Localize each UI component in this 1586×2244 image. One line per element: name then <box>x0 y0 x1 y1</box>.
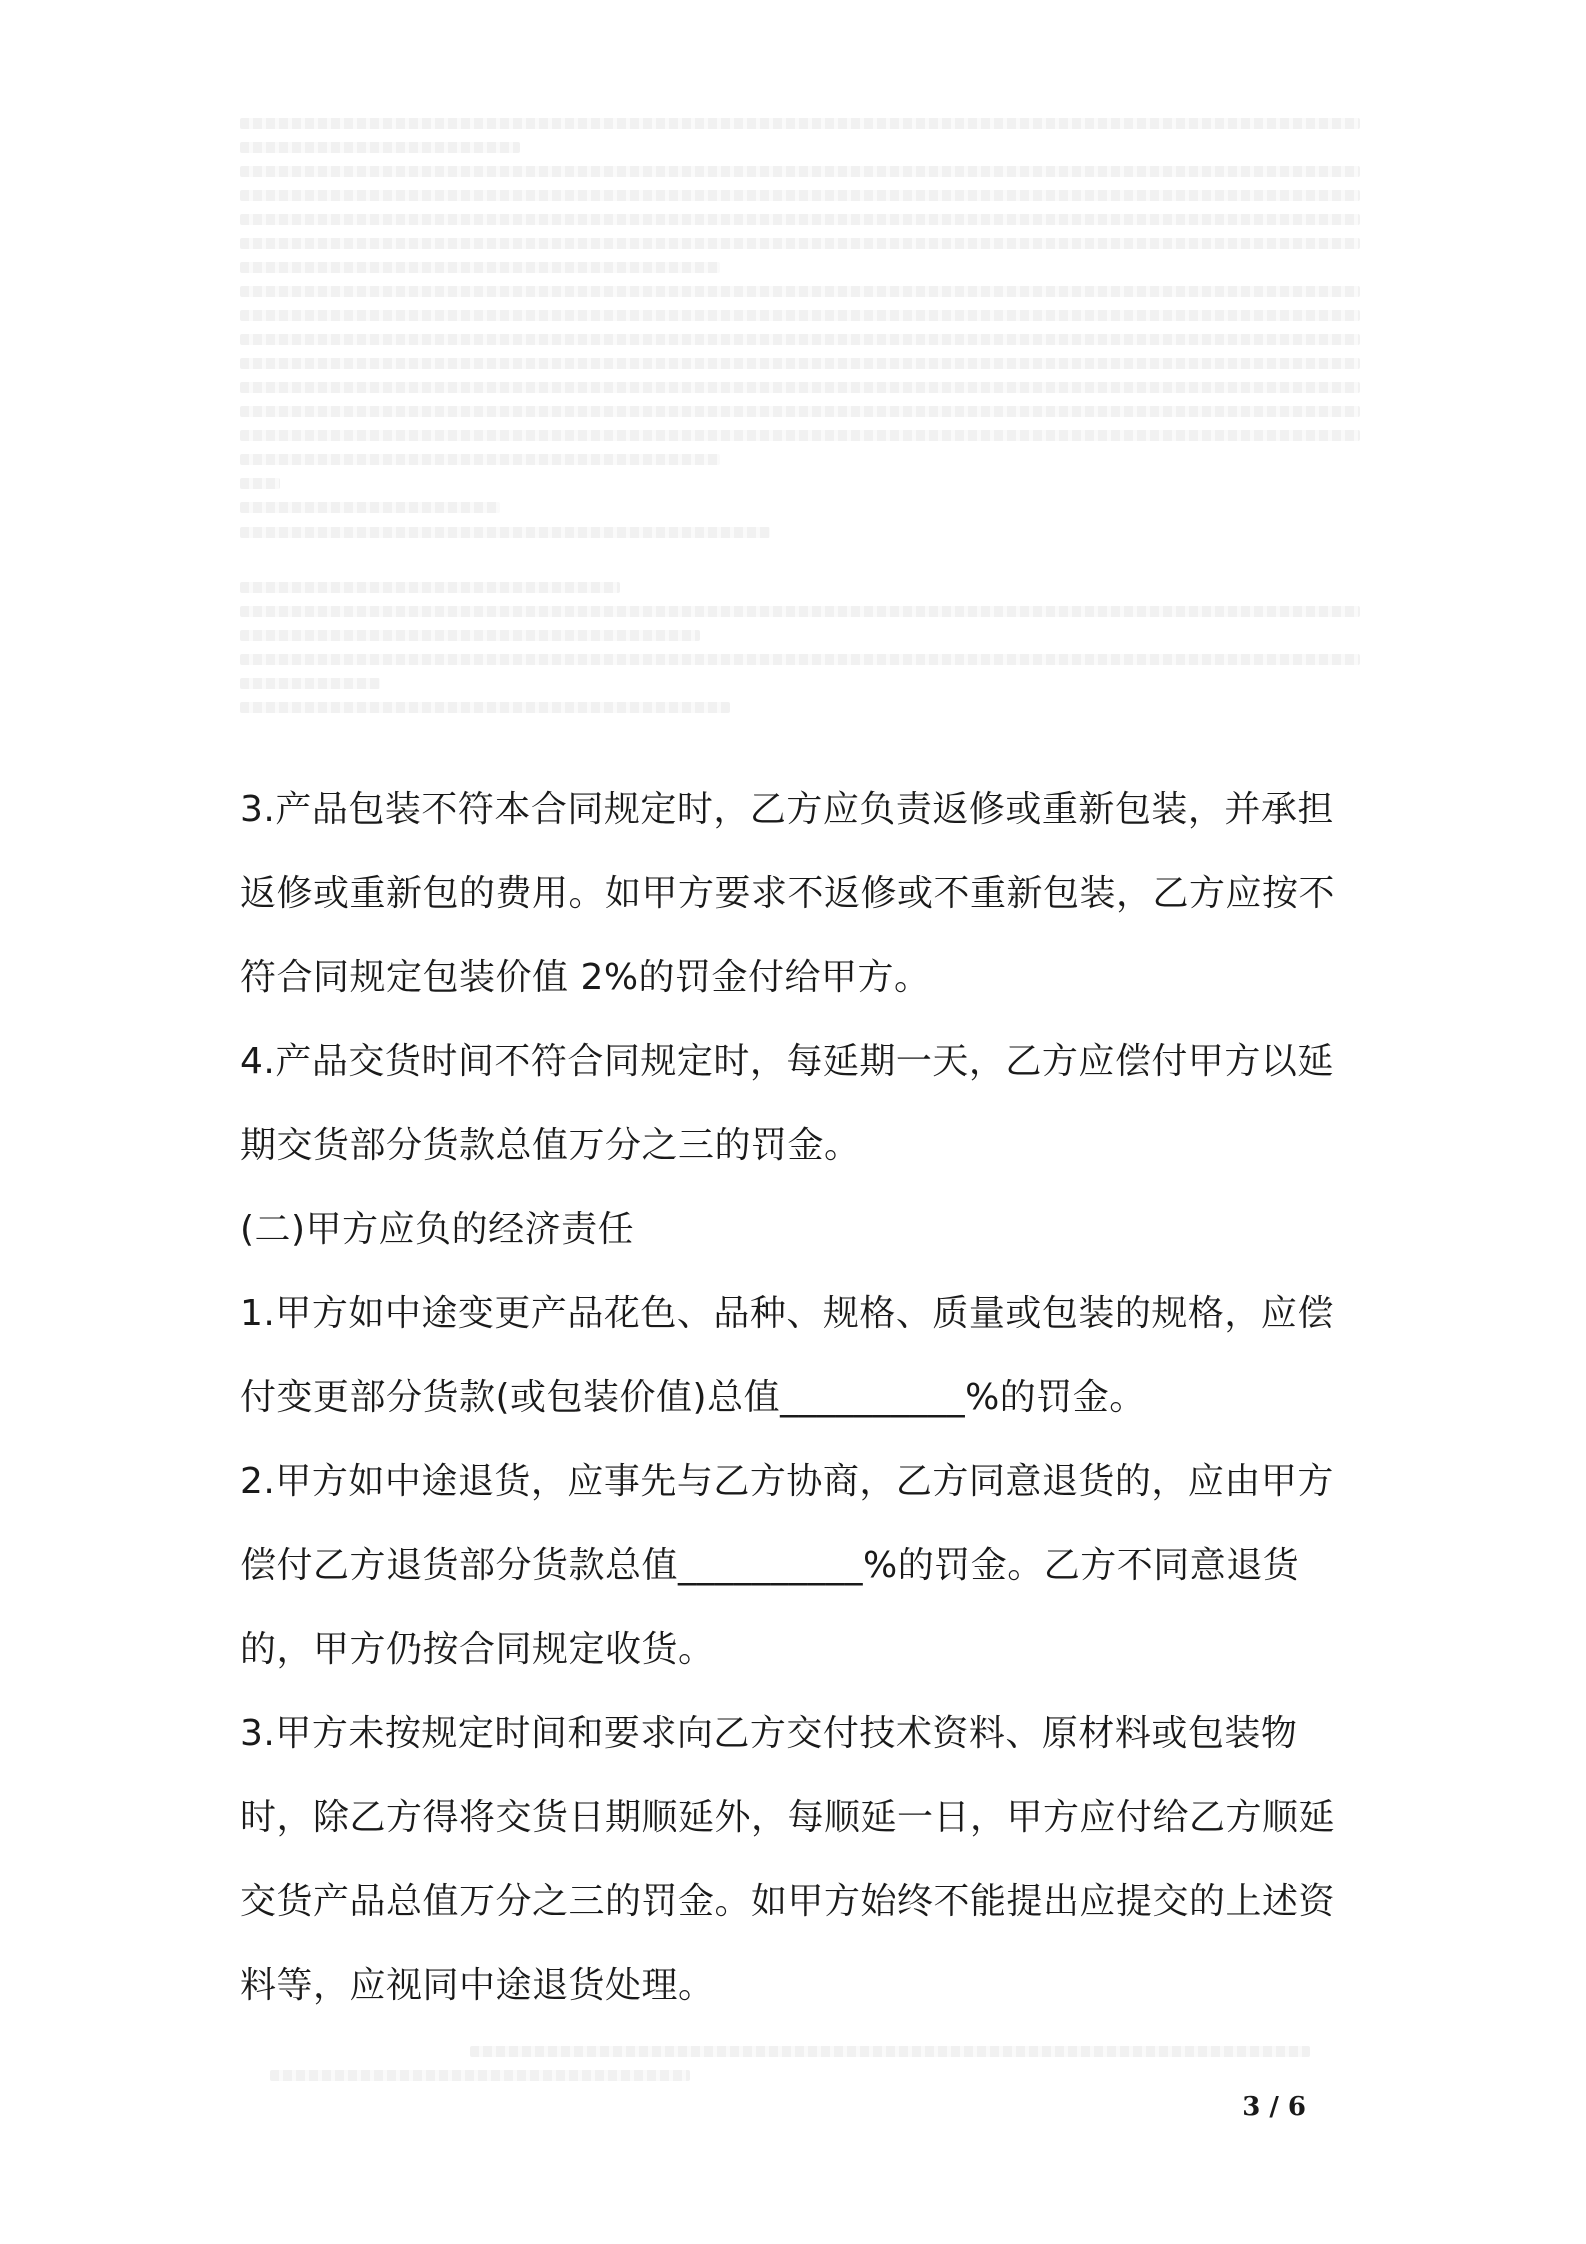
page-number: 3 / 6 <box>1242 2092 1306 2122</box>
section-heading-party-a-liability: (二)甲方应负的经济责任 <box>240 1209 635 1250</box>
clause-a1-change-order: 1.甲方如中途变更产品花色、品种、规格、质量或包装的规格，应偿付变更部分货款(或包装价值)总值__________%的罚金。 <box>240 1293 1334 1418</box>
faint-watermark-text-top <box>240 118 1360 726</box>
faint-watermark-text-bottom <box>240 2046 1360 2094</box>
clause-a3-late-materials: 3.甲方未按规定时间和要求向乙方交付技术资料、原材料或包装物时，除乙方得将交货日期顺延外，每顺延一日，甲方应付给乙方顺延交货产品总值万分之三的罚金。如甲方始终不能提出应提交的上述资料等，应视同中途退货处理。 <box>240 1713 1336 2006</box>
document-body <box>240 768 1360 2028</box>
clause-b3-packaging: 3.产品包装不符本合同规定时，乙方应负责返修或重新包装，并承担返修或重新包的费用。如甲方要求不返修或不重新包装，乙方应按不符合同规定包装价值 2%的罚金付给甲方。 <box>240 789 1336 998</box>
clause-b4-delivery-delay: 4.产品交货时间不符合同规定时，每延期一天，乙方应偿付甲方以延期交货部分货款总值万分之三的罚金。 <box>240 1041 1334 1166</box>
clause-a2-return-goods: 2.甲方如中途退货，应事先与乙方协商，乙方同意退货的，应由甲方偿付乙方退货部分货款总值__________%的罚金。乙方不同意退货的，甲方仍按合同规定收货。 <box>240 1461 1334 1670</box>
